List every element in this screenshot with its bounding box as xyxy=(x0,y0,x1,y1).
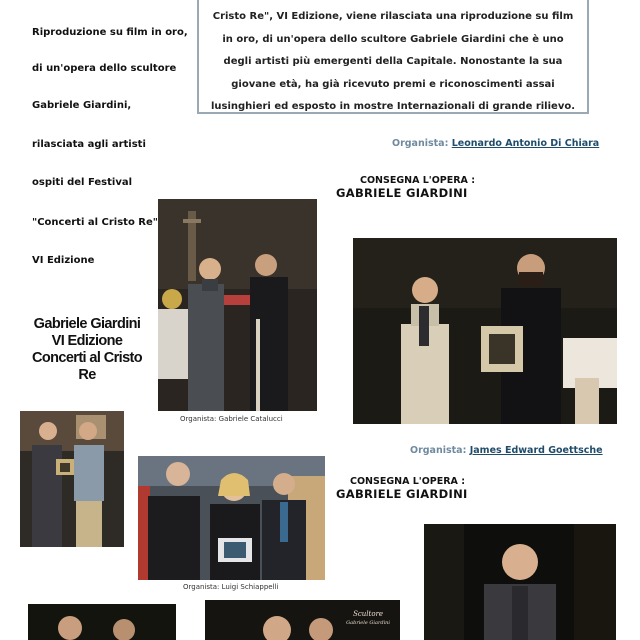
photo-man-church xyxy=(424,524,616,640)
title-block-line3: Concerti al Cristo Re xyxy=(31,350,143,383)
consegna-2-line1: CONSEGNA L'OPERA : xyxy=(350,476,466,487)
left-text-line-3: Gabriele Giardini, xyxy=(32,100,132,111)
left-text-line-2: di un'opera dello scultore xyxy=(32,63,177,74)
left-text-line-5: ospiti del Festival xyxy=(32,177,133,188)
left-text-line-4: rilasciata agli artisti xyxy=(32,139,146,150)
photo-signature-line1: Scultore xyxy=(353,610,384,618)
left-text-line-7: VI Edizione xyxy=(32,255,95,266)
title-block xyxy=(28,316,146,384)
left-text-line-1: Riproduzione su film in oro, xyxy=(32,27,188,38)
photo-award-handover xyxy=(353,238,617,424)
caption-2: Organista: Luigi Schiappelli xyxy=(183,583,279,591)
consegna-2 xyxy=(336,476,468,501)
title-block-line2: VI Edizione xyxy=(51,333,123,349)
organista-2-label: Organista: xyxy=(410,445,467,456)
photo-bottom-middle xyxy=(205,600,400,640)
left-text-line-6: "Concerti al Cristo Re" xyxy=(32,217,159,228)
photo-signature-line2: Gabriele Giardini xyxy=(346,620,390,626)
organista-1-label: Organista: xyxy=(392,138,449,149)
title-block-line1: Gabriele Giardini xyxy=(33,316,141,332)
photo-three-people xyxy=(138,456,325,580)
organista-1 xyxy=(392,138,599,149)
organista-1-link[interactable]: Leonardo Antonio Di Chiara xyxy=(451,138,600,149)
quote-text: Cristo Re", VI Edizione, viene rilasciata una riproduzione su film in oro, di un'opera dello scultore Gabriele Giardini che è uno degli artisti più emergenti della Capitale. Nonostante la sua giovane età, ha già ricevuto premi e riconoscimenti assai lusinghieri ed esposto in mostre Internazionali di grande rilievo. xyxy=(210,11,576,112)
quote-box xyxy=(197,0,589,114)
photo-signature xyxy=(346,610,390,628)
consegna-2-line2: GABRIELE GIARDINI xyxy=(336,487,468,501)
organista-2 xyxy=(410,445,603,456)
caption-1: Organista: Gabriele Catalucci xyxy=(180,415,283,423)
consegna-1-line2: GABRIELE GIARDINI xyxy=(336,186,468,200)
photo-bottom-left xyxy=(28,604,176,640)
photo-two-men xyxy=(20,411,124,547)
organista-2-link[interactable]: James Edward Goettsche xyxy=(469,445,603,456)
photo-church-ceremony xyxy=(158,199,317,411)
consegna-1 xyxy=(336,175,475,200)
consegna-1-line1: CONSEGNA L'OPERA : xyxy=(360,175,476,186)
